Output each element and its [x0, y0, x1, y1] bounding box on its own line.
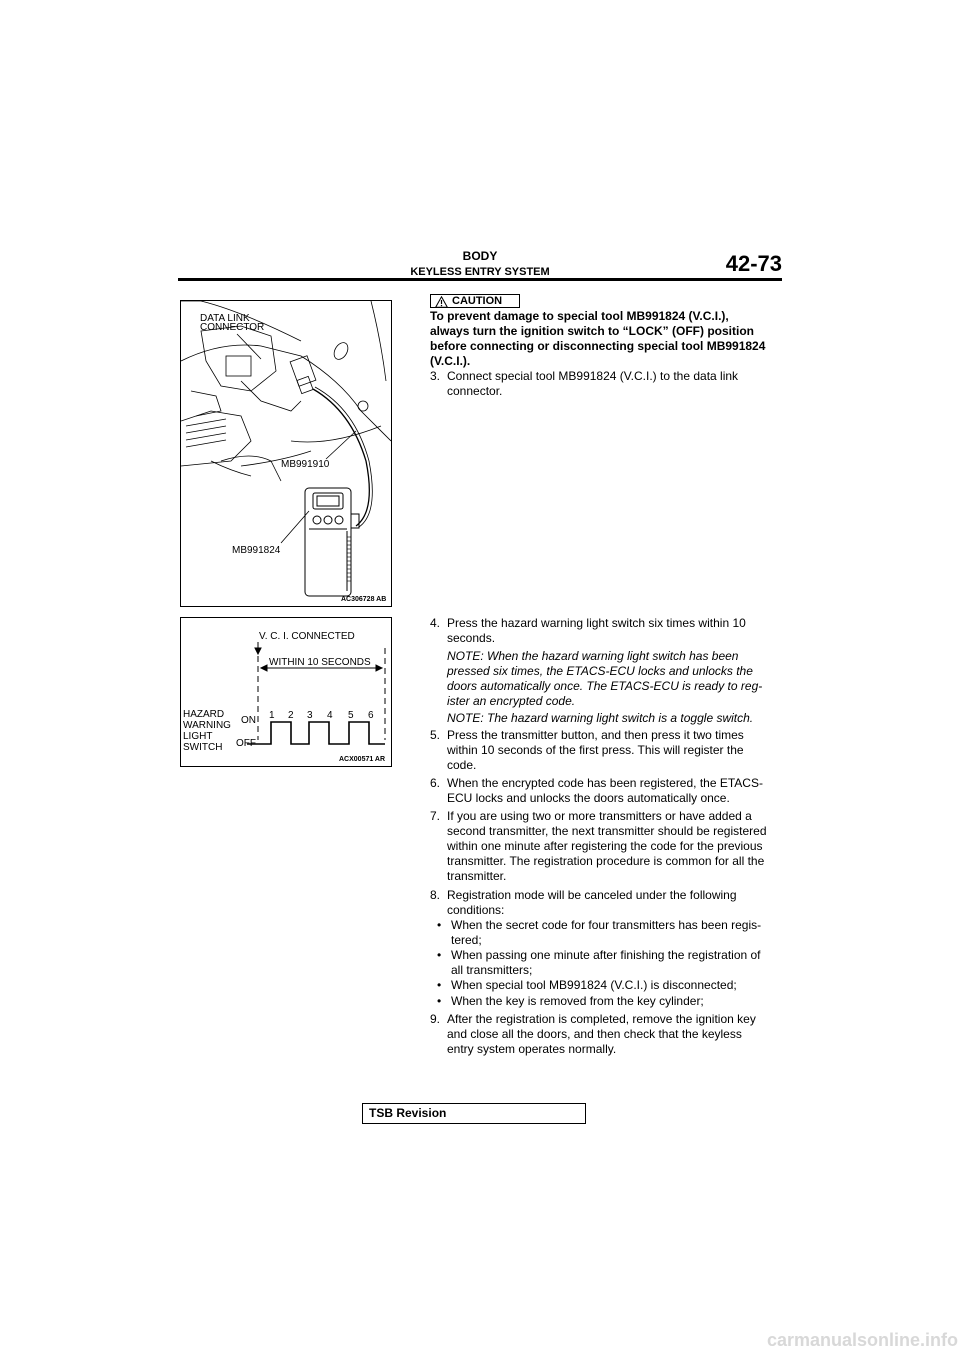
step-line: transmitter. The registration procedure is common for all the [447, 854, 765, 868]
bullet-line: tered; [451, 933, 482, 947]
step-9 [430, 1012, 780, 1057]
tsb-revision-box: TSB Revision [362, 1103, 586, 1124]
step-line: within one minute after registering the code for the previous [447, 839, 763, 853]
label-switch-4: SWITCH [183, 742, 223, 753]
bullet-dot-icon: • [437, 948, 442, 962]
step-7 [430, 809, 780, 884]
step-line: ECU locks and unlocks the doors automatically once. [447, 791, 730, 805]
label-data-link-2: CONNECTOR [200, 322, 265, 333]
step-line: After the registration is completed, remove the ignition key [447, 1012, 756, 1026]
step-line: seconds. [447, 631, 496, 645]
label-vci-connected: V. C. I. CONNECTED [259, 631, 355, 642]
note-1 [447, 649, 782, 709]
pulse-number: 2 [288, 710, 294, 721]
step-line: conditions: [447, 903, 505, 917]
step-line: transmitter. [447, 869, 507, 883]
page-number: 42-73 [725, 251, 782, 276]
caution-line: (V.C.I.). [430, 354, 471, 368]
label-on: ON [241, 715, 256, 726]
label-switch-2: WARNING [183, 720, 231, 731]
bullet-line: When passing one minute after finishing the registration of [451, 948, 761, 962]
step-line: and close all the doors, and then check that the keyless [447, 1027, 742, 1041]
bullet-2 [437, 948, 782, 978]
bullet-dot-icon: • [437, 918, 442, 932]
step-number: 6. [430, 776, 441, 790]
bullet-dot-icon: • [437, 994, 442, 1008]
label-within-10-seconds: WITHIN 10 SECONDS [269, 657, 371, 668]
step-line: Press the transmitter button, and then press it two times [447, 728, 744, 742]
step-5 [430, 728, 780, 773]
watermark: carmanualsonline.info [766, 1330, 958, 1350]
bullet-dot-icon: • [437, 978, 442, 992]
step-line: code. [447, 758, 477, 772]
pulse-number: 3 [307, 710, 313, 721]
figure-vci-connection [180, 300, 392, 607]
step-number: 5. [430, 728, 441, 742]
caution-box [430, 294, 520, 308]
label-switch-1: HAZARD [183, 709, 225, 720]
bullet-line: When the secret code for four transmitters has been regis- [451, 918, 762, 932]
step-line: Press the hazard warning light switch six times within 10 [447, 616, 746, 630]
step-line: entry system operates normally. [447, 1042, 617, 1056]
subsection-title: KEYLESS ENTRY SYSTEM [410, 266, 550, 278]
step-8 [430, 888, 780, 918]
figure-id: ACX00571 AR [339, 756, 386, 763]
step-3 [430, 369, 780, 399]
vci-illustration [181, 301, 391, 606]
note-line: NOTE: When the hazard warning light switch has been [447, 649, 739, 663]
pulse-number: 6 [368, 710, 374, 721]
caution-line: To prevent damage to special tool MB991824 (V.C.I.), [430, 309, 729, 323]
step-6 [430, 776, 780, 806]
bullet-1 [437, 918, 782, 948]
bullet-4 [437, 994, 782, 1009]
step-line: When the encrypted code has been registered, the ETACS- [447, 776, 763, 790]
label-data-link-1: DATA LINK [200, 313, 250, 324]
label-mb991910: MB991910 [281, 459, 330, 470]
figure-timing-diagram [180, 617, 392, 767]
caution-title: CAUTION [452, 295, 503, 307]
figure-id: AC306728 AB [341, 596, 387, 603]
bullet-line: When the key is removed from the key cylinder; [451, 994, 704, 1008]
section-title: BODY [462, 249, 498, 263]
step-line: second transmitter, the next transmitter should be registered [447, 824, 767, 838]
step-4 [430, 616, 780, 646]
note-line: ister an encrypted code. [447, 694, 576, 708]
step-line: Connect special tool MB991824 (V.C.I.) to the data link [447, 369, 739, 383]
pulse-number: 5 [348, 710, 354, 721]
label-switch-3: LIGHT [183, 731, 213, 742]
bullet-3 [437, 978, 782, 993]
pulse-number: 4 [327, 710, 333, 721]
bullet-line: When special tool MB991824 (V.C.I.) is disconnected; [451, 978, 737, 992]
step-line: connector. [447, 384, 503, 398]
step-line: within 10 seconds of the first press. This will register the [447, 743, 744, 757]
note-2: NOTE: The hazard warning light switch is a toggle switch. [447, 711, 754, 725]
step-line: Registration mode will be canceled under the following [447, 888, 737, 902]
caution-line: always turn the ignition switch to “LOCK” (OFF) position [430, 324, 754, 338]
caution-text [430, 309, 790, 369]
step-number: 7. [430, 809, 441, 823]
caution-line: before connecting or disconnecting special tool MB991824 [430, 339, 766, 353]
pulse-number: 1 [269, 710, 275, 721]
step-number: 4. [430, 616, 441, 630]
label-off: OFF [236, 738, 256, 749]
step-line: If you are using two or more transmitters or have added a [447, 809, 752, 823]
label-mb991824: MB991824 [232, 545, 281, 556]
note-line: pressed six times, the ETACS-ECU locks and unlocks the [447, 664, 753, 678]
header-rule [178, 278, 782, 281]
bullet-line: all transmitters; [451, 963, 533, 977]
step-number: 8. [430, 888, 441, 902]
note-line: doors automatically once. The ETACS-ECU is ready to reg- [447, 679, 763, 693]
step-number: 3. [430, 369, 441, 383]
step-number: 9. [430, 1012, 441, 1026]
